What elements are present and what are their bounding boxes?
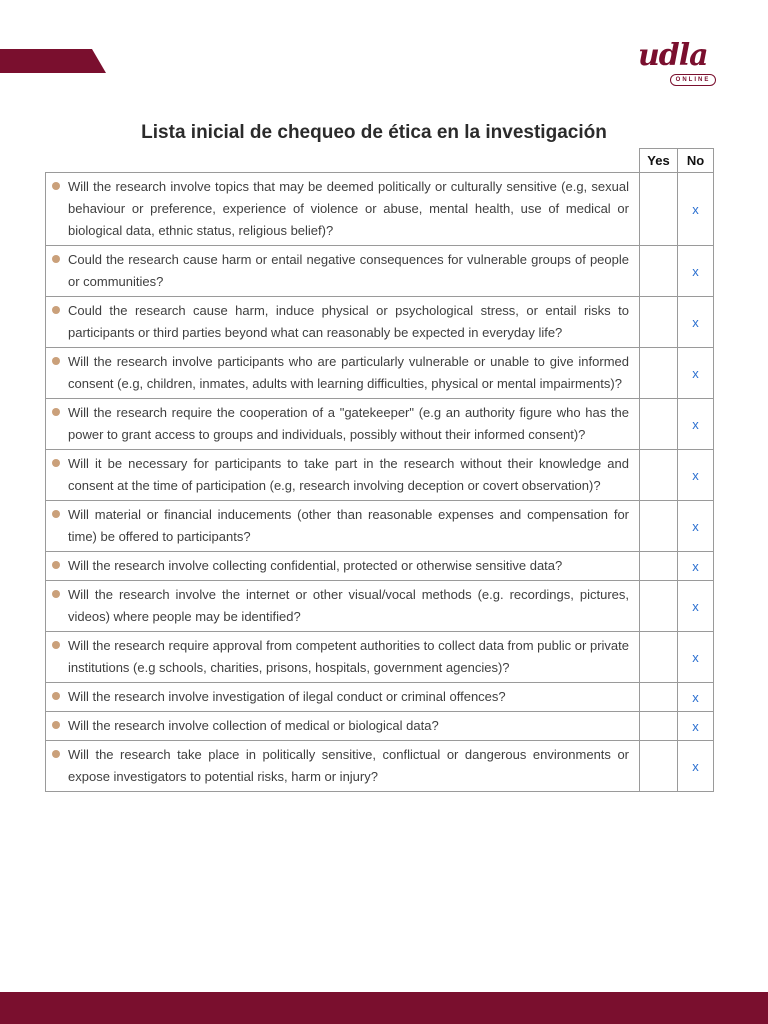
question-text: Will the research require the cooperation of a "gatekeeper" (e.g an authority figure who has the power to grant access to groups and individuals, possibly without their informed consent)? bbox=[68, 405, 629, 442]
question-text: Will the research involve investigation of ilegal conduct or criminal offences? bbox=[68, 689, 506, 704]
no-cell[interactable]: x bbox=[678, 581, 714, 632]
question-cell bbox=[46, 552, 640, 581]
bullet-icon bbox=[52, 590, 60, 598]
bullet-icon bbox=[52, 510, 60, 518]
yes-cell[interactable] bbox=[640, 399, 678, 450]
no-cell[interactable]: x bbox=[678, 297, 714, 348]
question-text: Will the research involve the internet or other visual/vocal methods (e.g. recordings, pictures, videos) where people may be identified? bbox=[68, 587, 629, 624]
question-text: Could the research cause harm, induce physical or psychological stress, or entail risks to participants or third parties beyond what can reasonably be expected in everyday life? bbox=[68, 303, 629, 340]
table-row bbox=[46, 712, 714, 741]
yes-cell[interactable] bbox=[640, 683, 678, 712]
question-cell bbox=[46, 450, 640, 501]
question-cell bbox=[46, 173, 640, 246]
yes-cell[interactable] bbox=[640, 632, 678, 683]
question-cell bbox=[46, 246, 640, 297]
yes-cell[interactable] bbox=[640, 246, 678, 297]
question-cell bbox=[46, 348, 640, 399]
no-cell[interactable]: x bbox=[678, 741, 714, 792]
question-column-header bbox=[46, 149, 640, 173]
question-text: Will material or financial inducements (other than reasonable expenses and compensation for time) be offered to participants? bbox=[68, 507, 629, 544]
no-cell[interactable]: x bbox=[678, 450, 714, 501]
bullet-icon bbox=[52, 408, 60, 416]
bullet-icon bbox=[52, 306, 60, 314]
table-row bbox=[46, 632, 714, 683]
table-row bbox=[46, 297, 714, 348]
table-row bbox=[46, 450, 714, 501]
table-row bbox=[46, 552, 714, 581]
no-cell[interactable]: x bbox=[678, 173, 714, 246]
question-text: Will the research require approval from competent authorities to collect data from public or private institutions (e.g schools, charities, prisons, hospitals, government agencies)? bbox=[68, 638, 629, 675]
question-cell bbox=[46, 712, 640, 741]
no-cell[interactable]: x bbox=[678, 246, 714, 297]
yes-cell[interactable] bbox=[640, 741, 678, 792]
question-text: Will the research take place in politically sensitive, conflictual or dangerous environments or expose investigators to potential risks, harm or injury? bbox=[68, 747, 629, 784]
table-row bbox=[46, 581, 714, 632]
question-text: Could the research cause harm or entail negative consequences for vulnerable groups of people or communities? bbox=[68, 252, 629, 289]
question-text: Will the research involve topics that may be deemed politically or culturally sensitive (e.g, sexual behaviour or preference, experience of violence or abuse, mental health, use of medical or biological data, ethnic status, religious belief)? bbox=[68, 179, 629, 238]
yes-column-header: Yes bbox=[640, 149, 678, 173]
ethics-checklist-table bbox=[45, 148, 714, 792]
yes-cell[interactable] bbox=[640, 552, 678, 581]
bullet-icon bbox=[52, 750, 60, 758]
yes-cell[interactable] bbox=[640, 348, 678, 399]
table-row bbox=[46, 741, 714, 792]
no-cell[interactable]: x bbox=[678, 683, 714, 712]
question-cell bbox=[46, 683, 640, 712]
no-cell[interactable]: x bbox=[678, 632, 714, 683]
table-row bbox=[46, 399, 714, 450]
no-column-header: No bbox=[678, 149, 714, 173]
bottom-brand-band bbox=[0, 992, 768, 1024]
question-text: Will the research involve collecting confidential, protected or otherwise sensitive data? bbox=[68, 558, 563, 573]
table-row bbox=[46, 173, 714, 246]
bullet-icon bbox=[52, 255, 60, 263]
bullet-icon bbox=[52, 561, 60, 569]
logo-online-badge: ONLINE bbox=[670, 74, 716, 86]
question-cell bbox=[46, 399, 640, 450]
yes-cell[interactable] bbox=[640, 712, 678, 741]
question-cell bbox=[46, 741, 640, 792]
top-brand-tab bbox=[0, 49, 106, 73]
question-cell bbox=[46, 297, 640, 348]
bullet-icon bbox=[52, 692, 60, 700]
question-cell bbox=[46, 632, 640, 683]
no-cell[interactable]: x bbox=[678, 712, 714, 741]
question-text: Will the research involve participants who are particularly vulnerable or unable to give informed consent (e.g, children, inmates, adults with learning difficulties, physical or mental impairments)? bbox=[68, 354, 629, 391]
table-row bbox=[46, 246, 714, 297]
bullet-icon bbox=[52, 641, 60, 649]
page-title: Lista inicial de chequeo de ética en la investigación bbox=[141, 122, 607, 143]
no-cell[interactable]: x bbox=[678, 552, 714, 581]
yes-cell[interactable] bbox=[640, 450, 678, 501]
logo-wordmark: udla bbox=[638, 38, 708, 73]
bullet-icon bbox=[52, 357, 60, 365]
question-text: Will it be necessary for participants to take part in the research without their knowledge and consent at the time of participation (e.g, research involving deception or covert observation)? bbox=[68, 456, 629, 493]
udla-logo bbox=[634, 38, 724, 94]
table-header-row bbox=[46, 149, 714, 173]
yes-cell[interactable] bbox=[640, 297, 678, 348]
bullet-icon bbox=[52, 182, 60, 190]
table-row bbox=[46, 501, 714, 552]
table-row bbox=[46, 683, 714, 712]
no-cell[interactable]: x bbox=[678, 399, 714, 450]
yes-cell[interactable] bbox=[640, 173, 678, 246]
question-cell bbox=[46, 501, 640, 552]
bullet-icon bbox=[52, 459, 60, 467]
no-cell[interactable]: x bbox=[678, 348, 714, 399]
yes-cell[interactable] bbox=[640, 501, 678, 552]
checklist-body bbox=[46, 173, 714, 792]
question-text: Will the research involve collection of medical or biological data? bbox=[68, 718, 439, 733]
no-cell[interactable]: x bbox=[678, 501, 714, 552]
table-row bbox=[46, 348, 714, 399]
question-cell bbox=[46, 581, 640, 632]
yes-cell[interactable] bbox=[640, 581, 678, 632]
bullet-icon bbox=[52, 721, 60, 729]
